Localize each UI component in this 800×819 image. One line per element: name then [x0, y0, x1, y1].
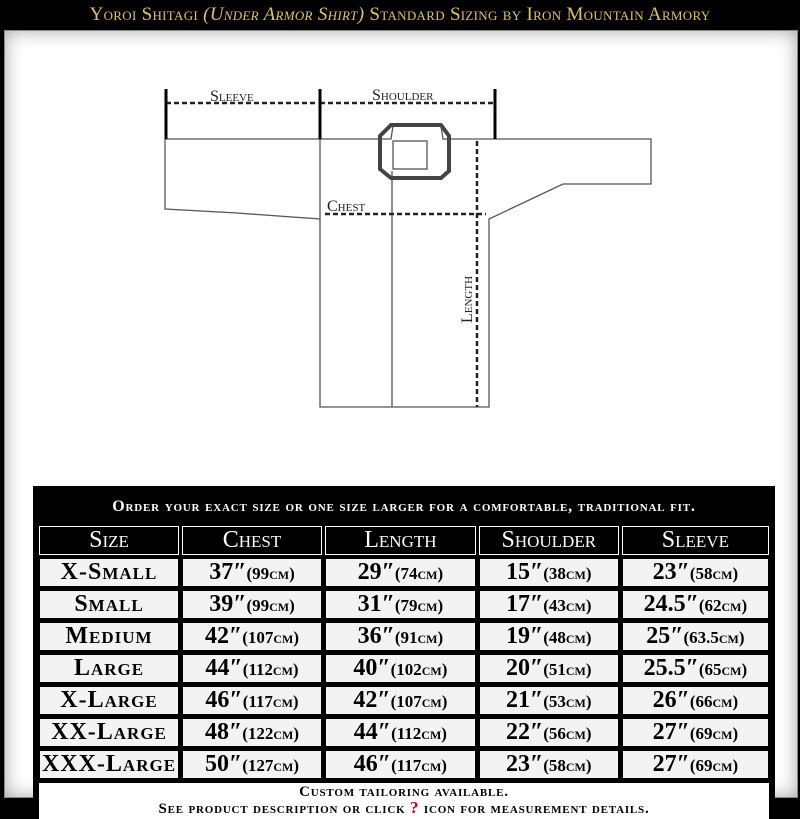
length-cell: 40″(102cm) [325, 654, 476, 683]
chest-cell: 44″(112cm) [182, 654, 322, 683]
chest-cell: 42″(107cm) [182, 622, 322, 651]
question-mark-icon[interactable]: ? [410, 798, 420, 817]
size-cell: X-Small [39, 558, 179, 587]
col-header-size: Size [39, 526, 179, 555]
shirt-diagram [5, 31, 797, 451]
shoulder-cell: 19″(48cm) [479, 622, 619, 651]
size-cell: XXX-Large [39, 750, 179, 779]
length-cell: 42″(107cm) [325, 686, 476, 715]
size-cell: Small [39, 590, 179, 619]
size-cell: Large [39, 654, 179, 683]
table-row [39, 718, 769, 747]
sleeve-cell: 27″(69cm) [622, 750, 769, 779]
shirt-outline [165, 126, 651, 407]
col-header-length: Length [325, 526, 476, 555]
sleeve-cell: 23″(58cm) [622, 558, 769, 587]
shoulder-cell: 17″(43cm) [479, 590, 619, 619]
length-cell: 46″(117cm) [325, 750, 476, 779]
page-title: Yoroi Shitagi (Under Armor Shirt) Standard Sizing by Iron Mountain Armory [89, 4, 711, 25]
table-row [39, 654, 769, 683]
sleeve-cell: 27″(69cm) [622, 718, 769, 747]
table-row [39, 622, 769, 651]
chest-cell: 48″(122cm) [182, 718, 322, 747]
col-header-sleeve: Sleeve [622, 526, 769, 555]
shoulder-label: Shoulder [372, 87, 434, 104]
length-cell: 29″(74cm) [325, 558, 476, 587]
sleeve-label: Sleeve [210, 88, 254, 105]
content-panel [4, 30, 798, 817]
size-cell: X-Large [39, 686, 179, 715]
length-cell: 36″(91cm) [325, 622, 476, 651]
table-row [39, 686, 769, 715]
size-cell: XX-Large [39, 718, 179, 747]
table-row [39, 590, 769, 619]
header-row [39, 526, 769, 555]
chest-cell: 46″(117cm) [182, 686, 322, 715]
shoulder-cell: 23″(58cm) [479, 750, 619, 779]
chest-label: Chest [327, 198, 366, 215]
length-label: Length [459, 275, 476, 323]
size-cell: Medium [39, 622, 179, 651]
sleeve-cell: 25″(63.5cm) [622, 622, 769, 651]
tailoring-note [39, 783, 769, 819]
footer-line-1: Custom tailoring available. [299, 784, 509, 800]
shoulder-cell: 15″(38cm) [479, 558, 619, 587]
size-table [36, 523, 772, 782]
chest-cell: 37″(99cm) [182, 558, 322, 587]
sleeve-cell: 25.5″(65cm) [622, 654, 769, 683]
measure-lines [166, 103, 495, 407]
chest-cell: 50″(127cm) [182, 750, 322, 779]
col-header-chest: Chest [182, 526, 322, 555]
sleeve-cell: 26″(66cm) [622, 686, 769, 715]
sleeve-cell: 24.5″(62cm) [622, 590, 769, 619]
fit-notice: Order your exact size or one size larger for a comfortable, traditional fit. [112, 498, 696, 515]
col-header-shoulder: Shoulder [479, 526, 619, 555]
collar [380, 125, 449, 178]
table-row [39, 750, 769, 779]
shoulder-cell: 22″(56cm) [479, 718, 619, 747]
table-row [39, 558, 769, 587]
length-cell: 44″(112cm) [325, 718, 476, 747]
shoulder-cell: 20″(51cm) [479, 654, 619, 683]
chest-cell: 39″(99cm) [182, 590, 322, 619]
footer-line-2: See product description or click ? icon for measurement details. [158, 798, 650, 817]
shoulder-cell: 21″(53cm) [479, 686, 619, 715]
size-chart [33, 486, 775, 819]
length-cell: 31″(79cm) [325, 590, 476, 619]
